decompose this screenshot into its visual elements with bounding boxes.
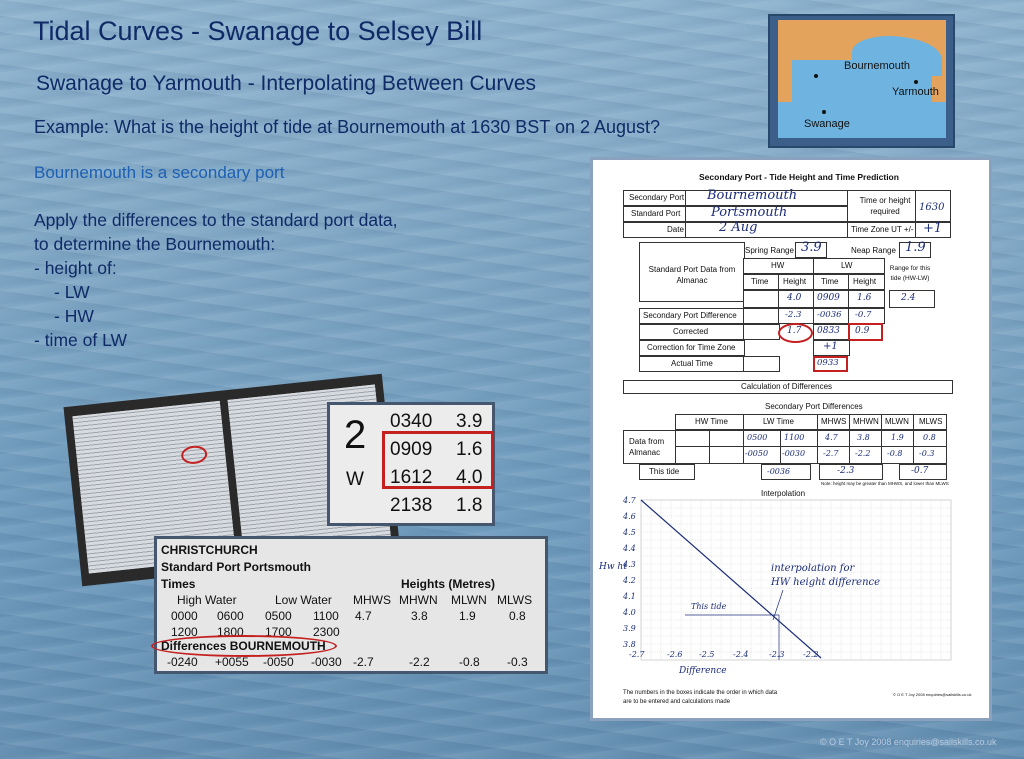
ws-spd-label: Secondary Port Differences [765,402,863,411]
map-dot-bournemouth [814,74,818,78]
ws-tt-hw: -2.3 [837,466,855,476]
ws-height-header: Height [853,277,877,286]
ws-date-label: Date [667,225,684,234]
ws-tz-corr-value: +1 [823,341,838,352]
ws-actual-label: Actual Time [671,359,713,368]
ws-y-tick: 3.9 [623,624,636,633]
page-title: Tidal Curves - Swanage to Selsey Bill [33,16,483,46]
ws-tt-lw: -0036 [767,467,791,476]
tide-prediction-worksheet [590,157,992,721]
cc-cell: 0.8 [509,609,526,623]
ws-this-tide-label: This tide [649,467,680,476]
ws-std-lw-height: 1.6 [857,293,872,303]
ws-annotation-1: interpolation for [771,563,855,574]
ws-y-tick: 4.5 [623,528,636,537]
ws-diff-lw-height: -0.7 [855,310,872,320]
interpolation-graph [593,160,989,718]
ws-neap-value: 1.9 [905,240,926,255]
cc-cell: 1200 [171,625,198,639]
ws-d1-cell: 1.9 [891,433,904,442]
ws-x-tick: -2.2 [803,650,819,659]
cc-cell: 1700 [265,625,292,639]
ws-corr-lw-height: 0.9 [855,326,870,336]
cc-mhwn: MHWN [399,593,438,607]
cc-cell: 3.8 [411,609,428,623]
cc-cell: 4.7 [355,609,372,623]
ws-d1-cell: 0500 [747,433,768,442]
ws-y-tick: 4.6 [623,512,636,521]
ws-std-hw-height: 4.0 [787,293,802,303]
cc-mhws: MHWS [353,593,391,607]
ws-lw-header: LW [841,261,853,270]
cc-mlwn: MLWN [451,593,487,607]
ws-note: Note: height may be greater than MHWS, and lower than MLWS [821,481,949,486]
ws-time-req-label: Time or height required [859,196,911,216]
map-label-swanage: Swanage [804,118,850,130]
ws-corr-lw-time: 0833 [817,326,840,336]
tide-time: 1612 [390,467,433,488]
ws-std-lw-time: 0909 [817,293,840,303]
cc-cell: 0500 [265,609,292,623]
cc-heights: Heights (Metres) [401,577,496,591]
ws-d2-cell: -0.3 [919,449,935,458]
ws-tz-value: +1 [923,221,943,236]
cc-cell: -2.2 [409,655,430,669]
map-label-yarmouth: Yarmouth [892,86,939,98]
cc-cell: -2.7 [353,655,374,669]
ws-footer-2: are to be entered and calculations made [623,699,731,705]
ws-x-tick: -2.4 [733,650,749,659]
tide-time: 2138 [390,495,433,516]
cc-cell: 1800 [217,625,244,639]
ws-hw-header: HW [771,261,785,270]
ws-mlwn-col: MLWN [885,417,909,426]
ws-diff-label: Secondary Port Difference [643,311,737,320]
ws-spring-value: 3.9 [801,240,822,255]
ws-footer-1: The numbers in the boxes indicate the order in which data [623,690,778,696]
cc-cell: 2300 [313,625,340,639]
ws-hw-time-col: HW Time [695,417,728,426]
ws-y-tick: 4.0 [623,608,636,617]
ws-d2-cell: -2.7 [823,449,839,458]
ws-time-header: Time [751,277,769,286]
ws-x-tick: -2.3 [769,650,785,659]
ws-tt-lw2: -0.7 [911,466,929,476]
secondary-port-note: Bournemouth is a secondary port [34,163,285,182]
ws-corrected-label: Corrected [673,327,709,336]
ws-date-value: 2 Aug [719,220,758,235]
ws-footer-copyright: © O E T Joy 2008 enquiries@sailskills.co.uk [893,692,972,697]
christchurch-differences [154,536,548,674]
tide-time: 0340 [390,411,433,432]
instruction-bullet: - HW [54,306,94,326]
ws-diff-hw-height: -2.3 [785,310,802,320]
cc-low-water: Low Water [275,593,332,607]
ws-lw-time-col: LW Time [763,417,794,426]
ws-d2-cell: -2.2 [855,449,871,458]
cc-cell: -0030 [311,655,342,669]
ws-tz-corr-label: Correction for Time Zone [647,343,736,352]
ws-height-header: Height [783,277,807,286]
ws-y-tick: 4.2 [623,576,636,585]
ws-diff-lw-time: -0036 [817,310,842,320]
tide-day: 2 [344,413,367,457]
ws-y-tick: 4.7 [623,496,636,505]
ws-calc-label: Calculation of Differences [741,382,833,391]
copyright: © O E T Joy 2008 enquiries@sailskills.co.uk [820,737,997,747]
cc-cell: +0055 [215,655,249,669]
ws-x-tick: -2.5 [699,650,715,659]
tide-weekday: W [346,469,364,490]
cc-cell: -0050 [263,655,294,669]
ws-d2-cell: -0030 [782,449,806,458]
tide-height: 1.8 [456,495,483,516]
ws-d2-cell: -0.8 [887,449,903,458]
ws-mhws-col: MHWS [821,417,847,426]
instruction-line: Apply the differences to the standard port data, [34,210,398,230]
ws-neap-label: Neap Range [851,246,896,255]
cc-cell: 0000 [171,609,198,623]
ws-mhwn-col: MHWN [853,417,879,426]
ws-annotation-2: HW height difference [771,577,881,588]
ws-this-tide-annotation: This tide [691,602,727,611]
tide-height: 4.0 [456,467,483,488]
ws-difference-label: Difference [679,666,727,676]
ws-d1-cell: 0.8 [923,433,936,442]
map-label-bournemouth: Bournemouth [844,60,911,72]
ws-range-value: 2.4 [901,293,916,303]
cc-cell: 0600 [217,609,244,623]
ws-spring-label: Spring Range [745,246,794,255]
ws-y-tick: 4.3 [623,560,636,569]
ws-time-header: Time [821,277,839,286]
ws-y-tick: 3.8 [623,640,636,649]
location-map [768,14,955,148]
cc-diff-label: Differences BOURNEMOUTH [161,639,326,653]
cc-mlws: MLWS [497,593,533,607]
map-dot-swanage [822,110,826,114]
tide-height: 1.6 [456,439,483,460]
ws-tz-label: Time Zone UT +/- [851,225,914,234]
ws-corr-hw-height: 1.7 [787,326,802,336]
tide-time: 0909 [390,439,433,460]
cc-standard-port: Standard Port Portsmouth [161,560,312,574]
page-subtitle: Swanage to Yarmouth - Interpolating Between Curves [36,72,537,95]
ws-y-tick: 4.1 [623,592,636,601]
ws-standard-port-value: Portsmouth [711,205,788,220]
ws-range-label: Range for this tide (HW-LW) [889,265,931,282]
ws-d1-cell: 4.7 [825,433,838,442]
instructions [34,208,398,352]
example-question: Example: What is the height of tide at Bournemouth at 1630 BST on 2 August? [34,117,661,137]
ws-interp-label: Interpolation [761,489,806,498]
cc-place: CHRISTCHURCH [161,543,258,557]
ws-secondary-port-value: Bournemouth [707,188,798,203]
ws-x-tick: -2.6 [667,650,683,659]
ws-actual-lw: 0933 [817,358,839,368]
ws-x-tick: -2.7 [629,650,645,659]
ws-secondary-port-label: Secondary Port [629,193,685,202]
tide-highlight-box [382,431,494,489]
ws-d2-cell: -0050 [745,449,769,458]
ws-mlws-col: MLWS [919,417,943,426]
cc-cell: 1100 [313,609,339,623]
ws-hw-ht-axis: Hw ht [599,562,627,572]
ws-standard-port-label: Standard Port [631,209,681,218]
cc-cell: -0.8 [459,655,480,669]
cc-cell: 1.9 [459,609,476,623]
ws-y-tick: 4.4 [623,544,636,553]
instruction-bullet: - LW [54,282,90,302]
tide-table-excerpt [327,402,495,526]
ws-std-data-label: Standard Port Data from Almanac [648,265,736,285]
cc-cell: -0.3 [507,655,528,669]
tide-height: 3.9 [456,411,483,432]
cc-cell: -0240 [167,655,198,669]
ws-d1-cell: 3.8 [857,433,870,442]
ws-d1-cell: 1100 [784,433,805,442]
cc-high-water: High Water [177,593,237,607]
cc-times: Times [161,577,196,591]
instruction-bullet: - height of: [34,258,117,278]
ws-time-req-value: 1630 [919,202,945,213]
instruction-bullet: - time of LW [34,330,128,350]
cc-diff-highlight [151,635,337,657]
ws-heading: Secondary Port - Tide Height and Time Prediction [699,172,899,182]
map-dot-yarmouth [914,80,918,84]
instruction-line: to determine the Bournemouth: [34,234,276,254]
ws-data-alm: Data from Almanac [629,437,665,457]
